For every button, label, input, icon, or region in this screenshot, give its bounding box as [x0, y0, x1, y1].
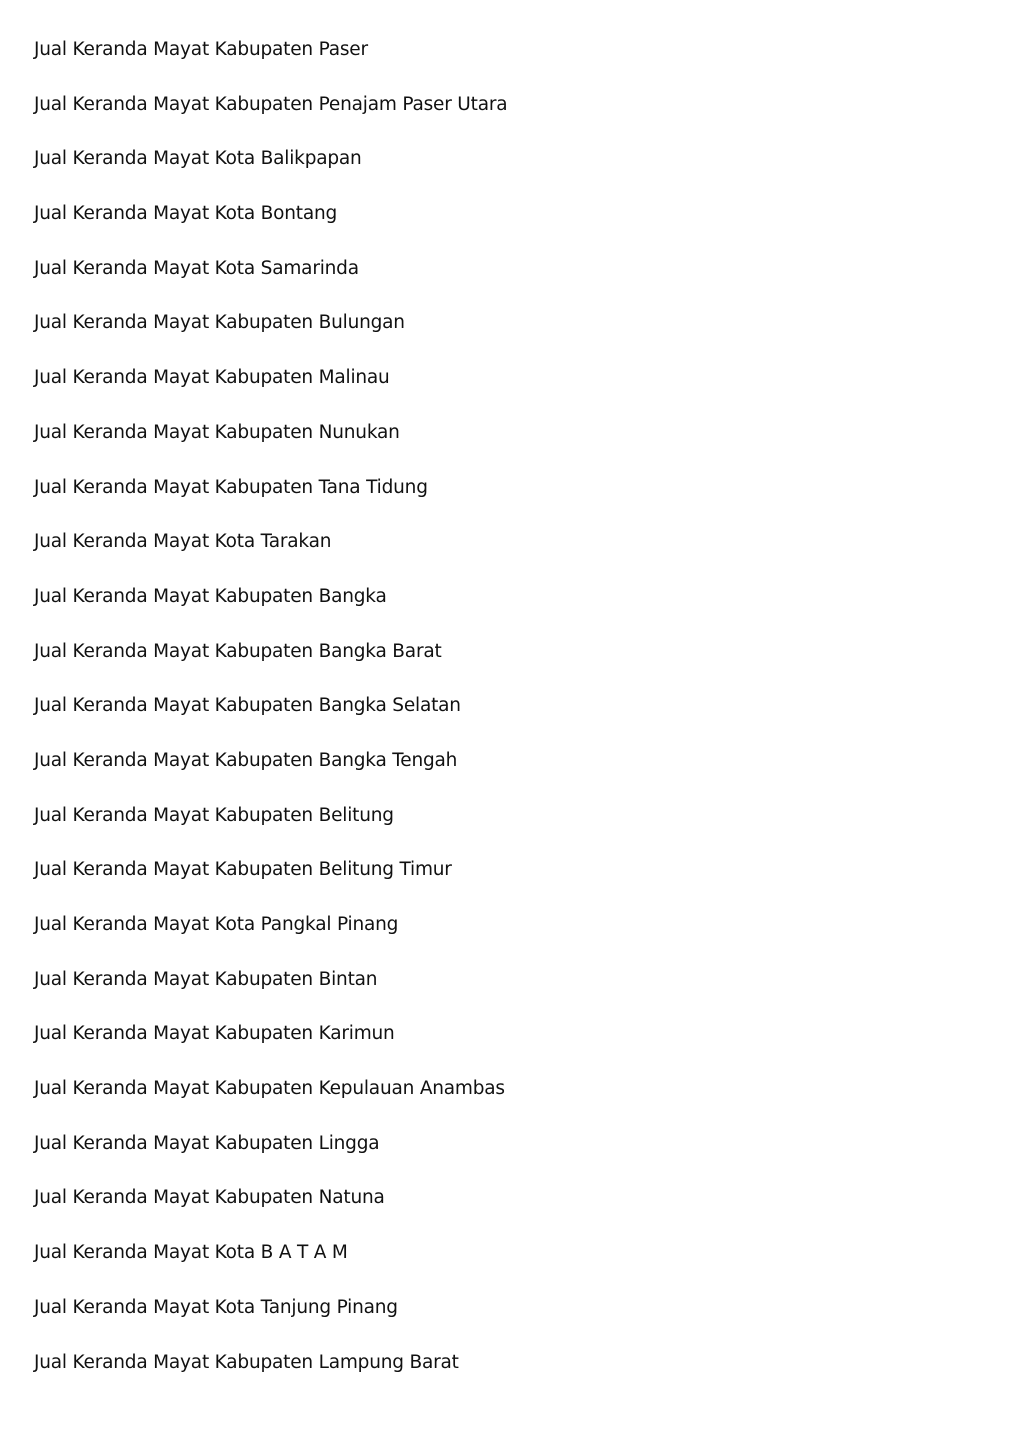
- list-item: Jual Keranda Mayat Kabupaten Lampung Barat: [34, 1351, 459, 1373]
- list-item: Jual Keranda Mayat Kota Samarinda: [34, 257, 359, 279]
- list-item: Jual Keranda Mayat Kabupaten Paser: [34, 39, 368, 60]
- list-item: Jual Keranda Mayat Kabupaten Bulungan: [34, 312, 405, 334]
- list-item: Jual Keranda Mayat Kota Tanjung Pinang: [34, 1296, 398, 1318]
- list-item: Jual Keranda Mayat Kota Balikpapan: [34, 148, 362, 170]
- list-item: Jual Keranda Mayat Kabupaten Bintan: [34, 968, 378, 990]
- list-item: Jual Keranda Mayat Kabupaten Karimun: [34, 1023, 395, 1045]
- location-list: [34, 37, 507, 1404]
- list-item: Jual Keranda Mayat Kabupaten Penajam Paser Utara: [34, 93, 508, 115]
- list-item: Jual Keranda Mayat Kabupaten Natuna: [34, 1187, 385, 1209]
- list-item: Jual Keranda Mayat Kabupaten Belitung Timur: [34, 859, 452, 881]
- list-item: Jual Keranda Mayat Kabupaten Kepulauan Anambas: [34, 1078, 505, 1100]
- list-item: Jual Keranda Mayat Kabupaten Bangka: [34, 585, 387, 607]
- list-item: Jual Keranda Mayat Kabupaten Bangka Tengah: [34, 749, 458, 771]
- list-item: Jual Keranda Mayat Kabupaten Belitung: [34, 804, 394, 826]
- list-item: Jual Keranda Mayat Kota Pangkal Pinang: [34, 914, 399, 935]
- list-item: Jual Keranda Mayat Kabupaten Bangka Selatan: [34, 695, 461, 717]
- list-item: Jual Keranda Mayat Kabupaten Malinau: [34, 367, 390, 389]
- list-item: Jual Keranda Mayat Kabupaten Lingga: [34, 1132, 380, 1154]
- list-item: Jual Keranda Mayat Kabupaten Bangka Barat: [34, 640, 442, 662]
- list-item: Jual Keranda Mayat Kota Bontang: [34, 203, 338, 225]
- list-item: Jual Keranda Mayat Kabupaten Tana Tidung: [34, 476, 428, 498]
- list-item: Jual Keranda Mayat Kota Tarakan: [34, 531, 332, 553]
- list-item: Jual Keranda Mayat Kabupaten Nunukan: [34, 421, 400, 443]
- list-item: Jual Keranda Mayat Kota B A T A M: [34, 1242, 348, 1264]
